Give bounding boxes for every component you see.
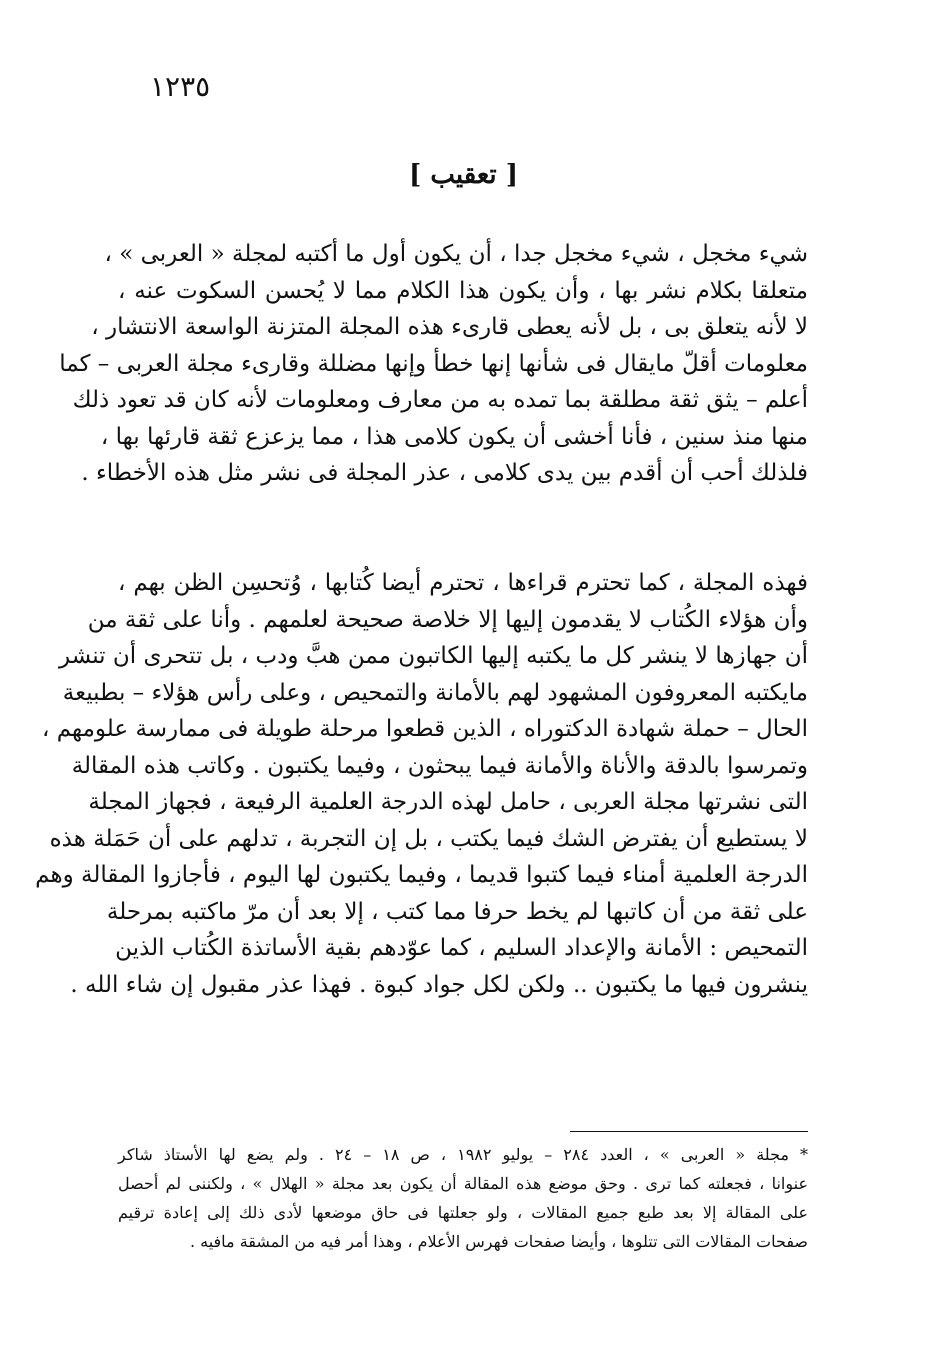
paragraph-2	[35, 565, 808, 1003]
footnote-line: على المقالة إلا بعد طبع جميع المقالات ، ولو جعلتها فى حاق موضعها لأدى ذلك إلى إعادة ترقيم	[118, 1203, 808, 1222]
page-title: [ تعقيب ]	[408, 160, 518, 190]
text-line: لا يستطيع أن يفترض الشك فيما يكتب ، بل إن التجربة ، تدلهم على أن حَمَلة هذه	[49, 825, 808, 852]
text-line: أن جهازها لا ينشر كل ما يكتبه إليها الكاتبون ممن هبَّ ودب ، بل تتحرى أن تنشر	[59, 643, 808, 669]
footnote-line: * مجلة « العربى » ، العدد ٢٨٤ – يوليو ١٩٨٢ ، ص ١٨ – ٢٤ . ولم يضع لها الأستاذ شاكر	[118, 1145, 809, 1164]
text-line: متعلقا بكلام نشر بها ، وأن يكون هذا الكلام مما لا يُحسن السكوت عنه ،	[118, 277, 808, 304]
footnote-line: صفحات المقالات التى تتلوها ، وأيضا صفحات فهرس الأعلام ، وهذا أمر فيه من المشقة مافيه .	[189, 1232, 808, 1251]
text-line: على ثقة من أن كاتبها لم يخط حرفا مما كتب ، إلا بعد أن مرّ ماكتبه بمرحلة	[106, 898, 808, 925]
text-line: لا لأنه يتعلق بى ، بل لأنه يعطى قارىء هذه المجلة المتزنة الواسعة الانتشار ،	[91, 314, 808, 340]
text-line: مايكتبه المعروفون المشهود لهم بالأمانة والتمحيص ، وعلى رأس هؤلاء – بطبيعة	[62, 679, 808, 706]
page-number: ١٢٣٥	[150, 70, 211, 103]
text-line: وأن هؤلاء الكُتاب لا يقدمون إليها إلا خلاصة صحيحة لعلمهم . وأنا على ثقة من	[87, 606, 808, 633]
footnote-line: عنوانا ، فجعلته كما ترى . وحق موضع هذه المقالة أن يكون بعد مجلة « الهلال » ، ولكننى لم أحصل	[118, 1174, 808, 1193]
text-line: وتمرسوا بالدقة والأناة والأمانة فيما يبحثون ، وفيما يكتبون . وكاتب هذه المقالة	[71, 752, 808, 779]
text-line: فلذلك أحب أن أقدم بين يدى كلامى ، عذر المجلة فى نشر مثل هذه الأخطاء .	[81, 460, 808, 486]
text-line: منها منذ سنين ، فأنا أخشى أن يكون كلامى هذا ، مما يزعزع ثقة قارئها بها ،	[100, 423, 808, 450]
paragraph-1	[59, 236, 808, 492]
footnote-divider	[570, 1131, 808, 1132]
text-line: الدرجة العلمية أمناء فيما كتبوا قديما ، وفيما يكتبون لها اليوم ، فأجازوا المقالة وهم	[35, 862, 808, 888]
footnote	[118, 1140, 808, 1256]
text-line: شيء مخجل ، شيء مخجل جدا ، أن يكون أول ما أكتبه لمجلة « العربى » ،	[104, 241, 808, 267]
text-line: ينشرون فيها ما يكتبون .. ولكن لكل جواد كبوة . فهذا عذر مقبول إن شاء الله .	[70, 971, 808, 998]
text-line: التى نشرتها مجلة العربى ، حامل لهذه الدرجة العلمية الرفيعة ، فجهاز المجلة	[88, 789, 808, 815]
text-line: معلومات أقلّ مايقال فى شأنها إنها خطأ وإنها مضللة وقارىء مجلة العربى – كما	[59, 350, 808, 377]
text-line: أعلم – يثق ثقة مطلقة بما تمده به من معارف ومعلومات لأنه كان قد تعود ذلك	[72, 387, 808, 413]
text-line: فهذه المجلة ، كما تحترم قراءها ، تحترم أيضا كُتابها ، وُتحسِن الظن بهم ،	[118, 570, 808, 596]
text-line: الحال – حملة شهادة الدكتوراه ، الذين قطعوا مرحلة طويلة فى ممارسة علومهم ،	[41, 716, 808, 742]
text-line: التمحيص : الأمانة والإعداد السليم ، كما عوّدهم بقية الأساتذة الكُتاب الذين	[115, 935, 808, 961]
